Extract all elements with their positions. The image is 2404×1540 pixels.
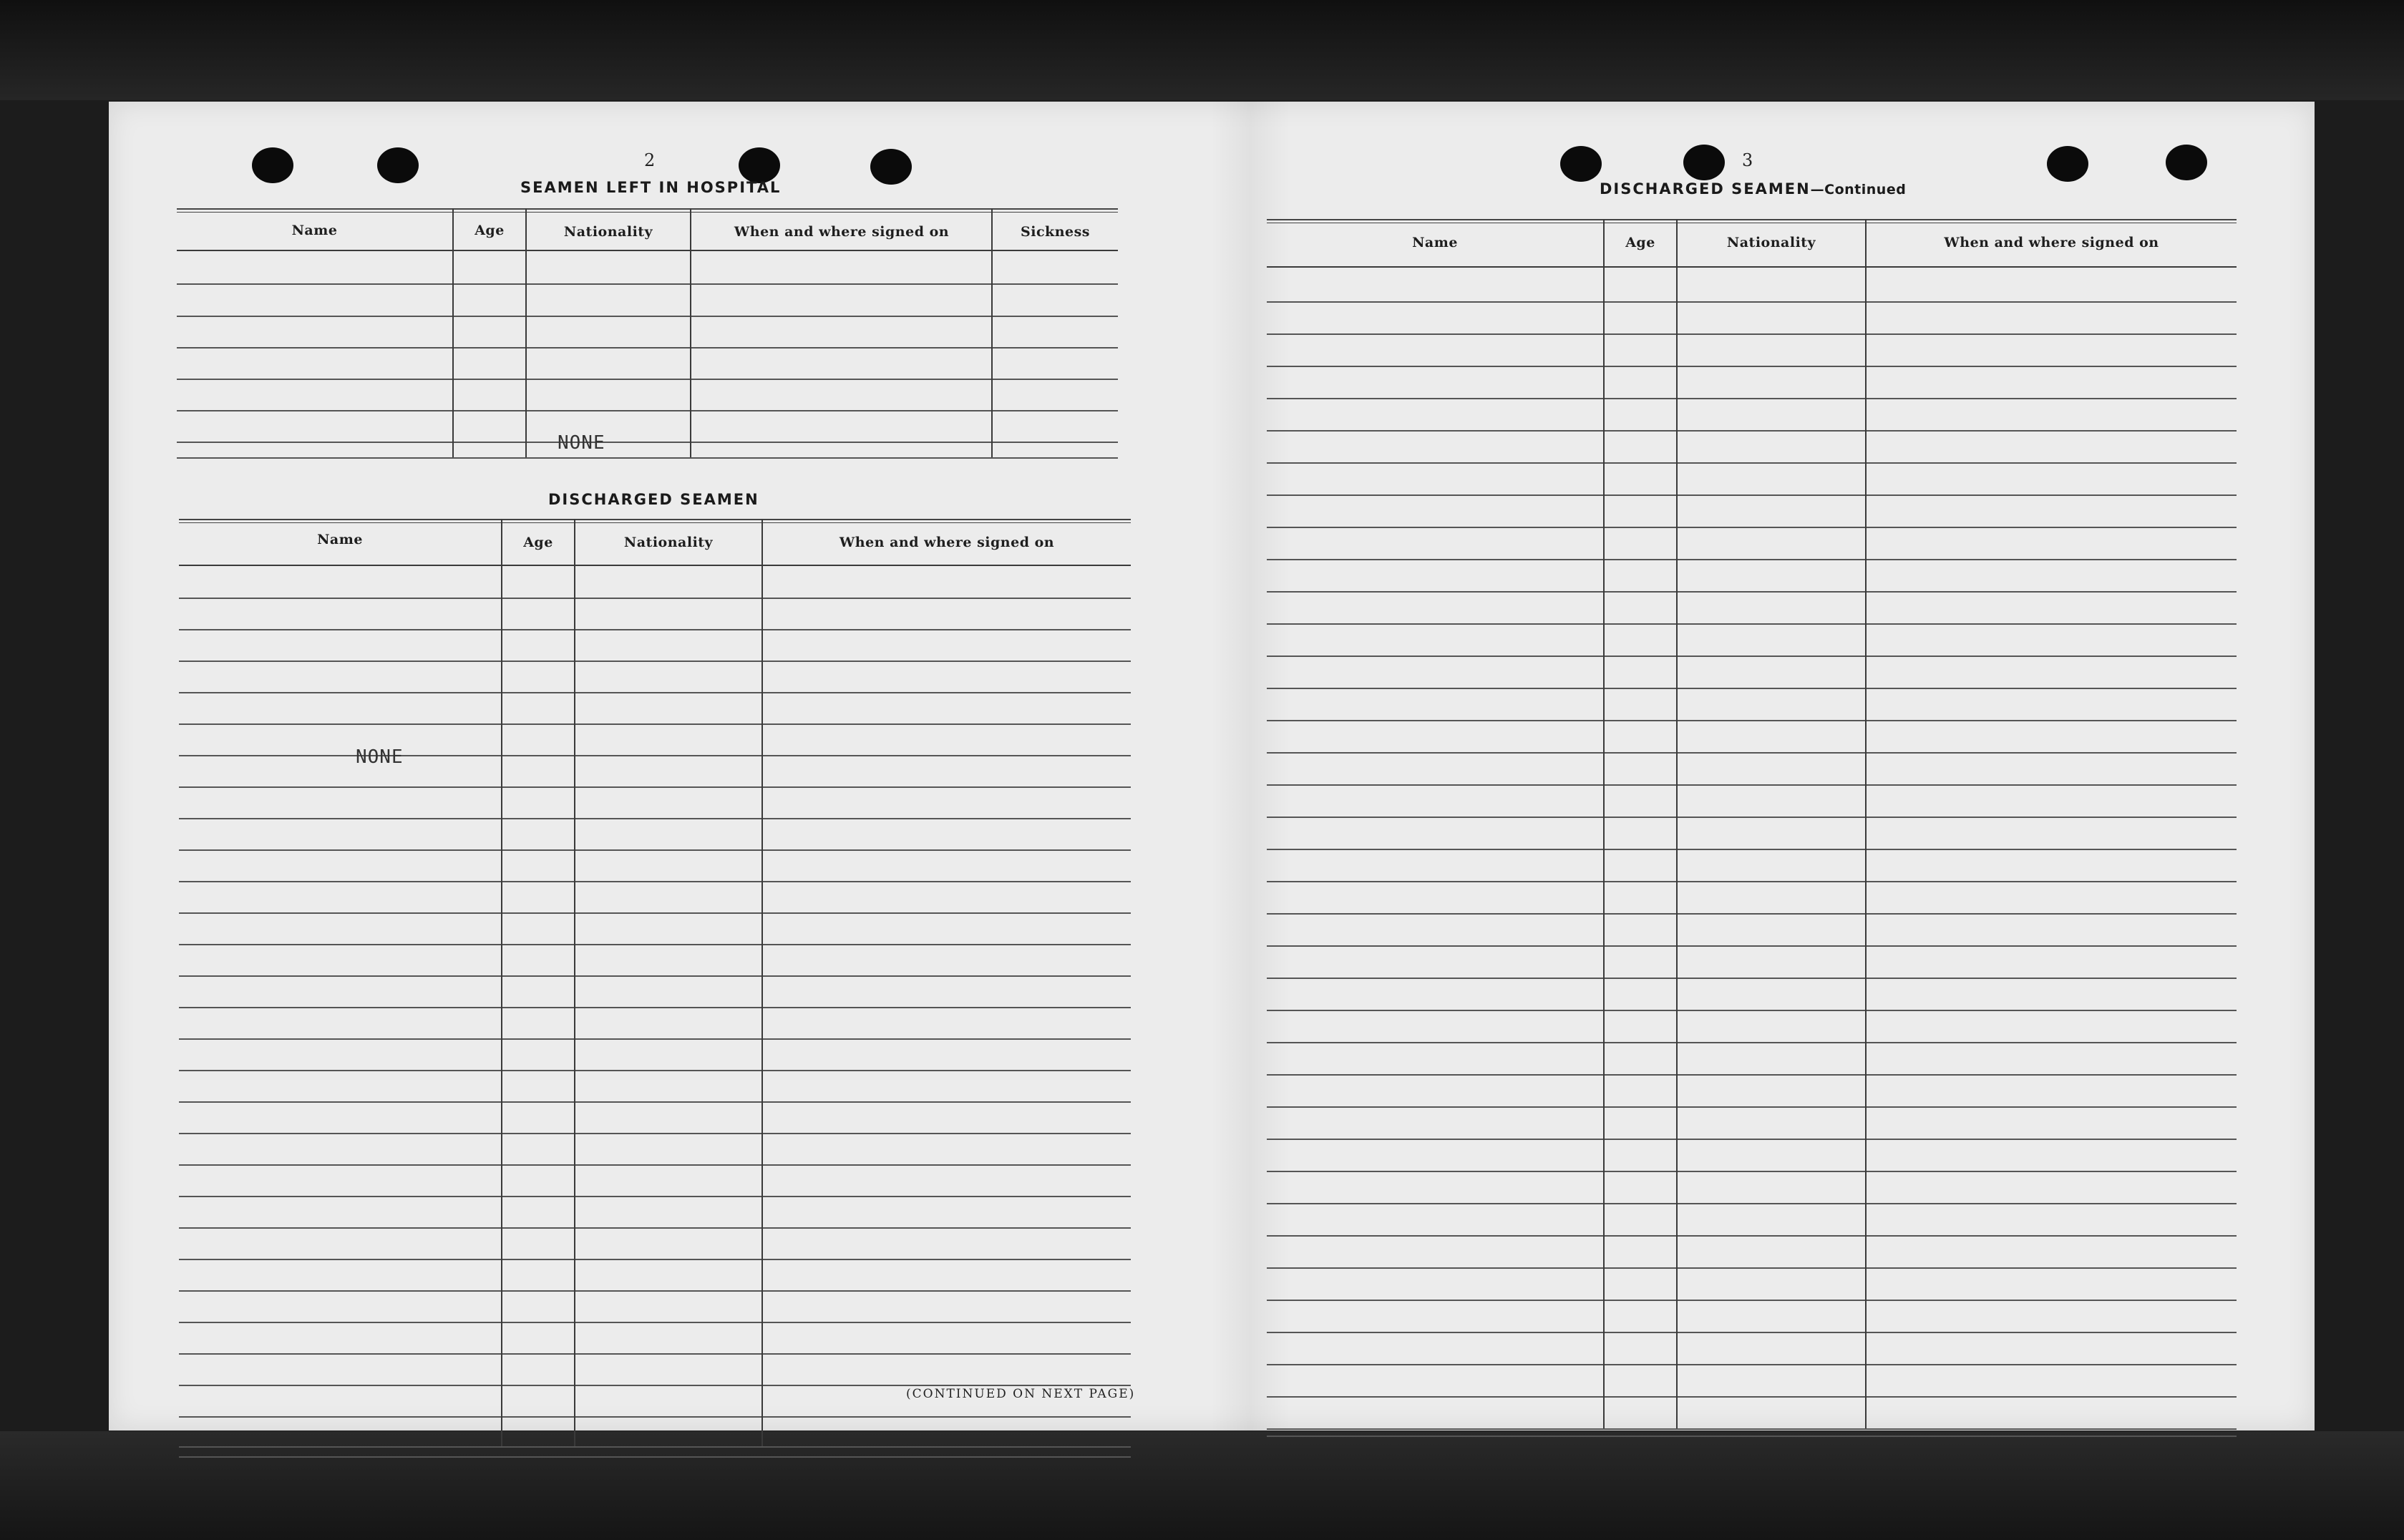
row-rule xyxy=(1267,494,2237,496)
header-rule xyxy=(179,565,1131,566)
row-rule xyxy=(179,881,1131,882)
column-header-name: Name xyxy=(291,223,338,238)
row-rule xyxy=(1267,1074,2237,1076)
row-rule xyxy=(179,692,1131,693)
row-rule xyxy=(179,1038,1131,1040)
hospital-entry-none: NONE xyxy=(558,432,605,454)
row-rule xyxy=(179,1133,1131,1134)
column-header-nationality: Nationality xyxy=(563,224,653,240)
discharged-entry-none: NONE xyxy=(356,746,404,768)
row-rule xyxy=(179,818,1131,819)
row-rule xyxy=(1267,1332,2237,1333)
discharged-section-title: DISCHARGED SEAMEN xyxy=(548,491,759,508)
row-rule xyxy=(179,912,1131,914)
column-rule xyxy=(501,519,502,1446)
punch-hole xyxy=(739,147,780,183)
row-rule xyxy=(1267,817,2237,818)
row-rule xyxy=(1267,1300,2237,1301)
row-rule xyxy=(177,442,1118,443)
row-rule xyxy=(179,1259,1131,1260)
punch-hole xyxy=(252,147,293,183)
row-rule xyxy=(1267,1171,2237,1172)
header-rule xyxy=(1267,266,2237,268)
hospital-section-title: SEAMEN LEFT IN HOSPITAL xyxy=(520,179,782,196)
title-continued: —Continued xyxy=(1810,182,1907,198)
row-rule xyxy=(179,1101,1131,1103)
column-header-age: Age xyxy=(1625,235,1655,250)
column-rule xyxy=(761,519,763,1446)
column-rule xyxy=(574,519,575,1446)
page-number-left: 2 xyxy=(644,150,656,170)
row-rule xyxy=(1267,398,2237,399)
row-rule xyxy=(1267,333,2237,335)
column-rule xyxy=(991,208,993,457)
table-top-rule xyxy=(177,208,1118,213)
punch-hole xyxy=(2047,146,2088,182)
row-rule xyxy=(179,1164,1131,1166)
row-rule xyxy=(179,1290,1131,1292)
row-rule xyxy=(179,786,1131,788)
column-header-signed-on: When and where signed on xyxy=(1944,235,2159,250)
row-rule xyxy=(179,1322,1131,1323)
row-rule xyxy=(179,1007,1131,1008)
row-rule xyxy=(1267,462,2237,464)
column-header-signed-on: When and where signed on xyxy=(839,535,1055,550)
row-rule xyxy=(179,1416,1131,1418)
title-main: DISCHARGED SEAMEN xyxy=(1600,180,1811,198)
scan-border-top xyxy=(0,0,2404,100)
column-rule xyxy=(525,208,527,457)
row-rule xyxy=(1267,752,2237,754)
table-top-rule xyxy=(179,519,1131,523)
column-rule xyxy=(1865,219,1867,1428)
header-rule xyxy=(177,250,1118,251)
row-rule xyxy=(1267,784,2237,786)
row-rule xyxy=(179,723,1131,725)
row-rule xyxy=(177,316,1118,317)
row-rule xyxy=(179,1070,1131,1071)
row-rule xyxy=(1267,849,2237,850)
column-header-name: Name xyxy=(1412,235,1458,250)
punch-hole xyxy=(870,149,912,185)
row-rule xyxy=(1267,1010,2237,1011)
document-sheet xyxy=(109,102,2315,1431)
row-rule xyxy=(1267,913,2237,915)
column-rule xyxy=(452,208,454,457)
page-number-right: 3 xyxy=(1742,150,1753,170)
column-rule xyxy=(1676,219,1678,1428)
column-header-age: Age xyxy=(475,223,505,238)
row-rule xyxy=(177,379,1118,380)
discharged-table-left xyxy=(179,519,1131,1481)
row-rule xyxy=(179,661,1131,662)
row-rule xyxy=(1267,656,2237,657)
row-rule xyxy=(1267,720,2237,721)
row-rule xyxy=(179,755,1131,756)
row-rule xyxy=(1267,559,2237,560)
row-rule xyxy=(179,1385,1131,1386)
row-rule xyxy=(1267,1364,2237,1365)
row-rule xyxy=(1267,301,2237,303)
column-header-sickness: Sickness xyxy=(1021,224,1090,240)
row-rule xyxy=(1267,688,2237,689)
row-rule xyxy=(179,629,1131,630)
row-rule xyxy=(1267,1396,2237,1398)
continued-note: (CONTINUED ON NEXT PAGE) xyxy=(906,1387,1136,1401)
row-rule xyxy=(1267,591,2237,593)
row-rule xyxy=(177,410,1118,411)
table-top-rule xyxy=(1267,219,2237,223)
row-rule xyxy=(177,457,1118,459)
column-rule xyxy=(1603,219,1605,1428)
row-rule xyxy=(179,1227,1131,1229)
row-rule xyxy=(179,944,1131,945)
row-rule xyxy=(1267,1106,2237,1108)
discharged-continued-title xyxy=(1600,180,1906,198)
row-rule xyxy=(1267,881,2237,882)
column-header-name: Name xyxy=(317,532,363,547)
row-rule xyxy=(1267,1139,2237,1140)
row-rule xyxy=(1267,1042,2237,1043)
discharged-table-right xyxy=(1267,219,2237,1493)
column-header-age: Age xyxy=(523,535,553,550)
column-header-signed-on: When and where signed on xyxy=(734,224,950,240)
punch-hole xyxy=(377,147,419,183)
row-rule xyxy=(177,283,1118,285)
row-rule xyxy=(179,975,1131,977)
row-rule xyxy=(177,347,1118,349)
row-rule xyxy=(1267,1235,2237,1237)
punch-hole xyxy=(1560,146,1602,182)
column-header-nationality: Nationality xyxy=(623,535,714,550)
row-rule xyxy=(1267,623,2237,625)
row-rule xyxy=(1267,978,2237,979)
column-header-nationality: Nationality xyxy=(1726,235,1816,250)
row-rule xyxy=(1267,527,2237,528)
row-rule xyxy=(179,1446,1131,1448)
row-rule xyxy=(1267,1428,2237,1430)
row-rule xyxy=(1267,945,2237,947)
row-rule xyxy=(1267,430,2237,432)
row-rule xyxy=(179,598,1131,599)
punch-hole xyxy=(1683,145,1725,180)
row-rule xyxy=(1267,1267,2237,1269)
row-rule xyxy=(1267,1436,2237,1437)
row-rule xyxy=(179,849,1131,851)
row-rule xyxy=(179,1456,1131,1458)
row-rule xyxy=(1267,366,2237,367)
row-rule xyxy=(1267,1203,2237,1204)
row-rule xyxy=(179,1353,1131,1355)
column-rule xyxy=(690,208,691,457)
punch-hole xyxy=(2166,145,2207,180)
row-rule xyxy=(179,1196,1131,1197)
